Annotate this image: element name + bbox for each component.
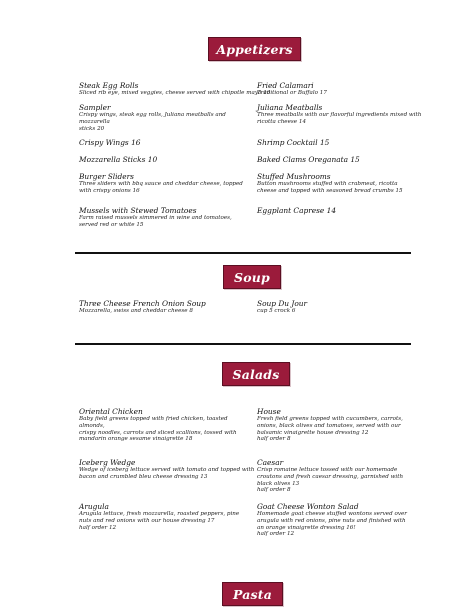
item-name: Sampler (79, 103, 111, 112)
item-desc: Button mushrooms stuffed with crabmeat, ricotta cheese and topped with seasoned bread crumbs 15 (257, 181, 403, 194)
item-desc: Baby field greens topped with fried chicken, toasted almonds, crispy noodles, carrots and sliced scallions, tossed with mandarin orange sesame vinaigrette 18 (79, 416, 237, 443)
appetizers-banner (208, 37, 301, 61)
menu-item (257, 104, 433, 126)
menu-item (257, 300, 433, 315)
menu-item (79, 82, 279, 97)
item-name: Goat Cheese Wonton Salad (257, 502, 359, 511)
item-desc: Wedge of iceberg lettuce served with tomato and topped with bacon and crumbled bleu cheese dressing 13 (79, 467, 255, 480)
item-desc: Three meatballs with our flavorful ingredients mixed with ricotta cheese 14 (257, 112, 422, 125)
item-desc: Arugula lettuce, fresh mozzarella, roasted peppers, pine nuts and red onions with our house dressing 17 half order 12 (79, 511, 240, 531)
item-name: Mussels with Stewed Tomatoes (79, 206, 197, 215)
item-desc: Traditional or Buffalo 17 (257, 90, 327, 97)
item-desc: Three sliders with bbq sauce and cheddar cheese, topped with crispy onions 16 (79, 181, 243, 194)
menu-item (257, 173, 433, 195)
item-name: Eggplant Caprese 14 (257, 206, 337, 215)
pasta-title: Pasta (232, 586, 273, 602)
menu-item (79, 156, 255, 164)
item-name: Shrimp Cocktail 15 (257, 138, 330, 147)
menu-item (79, 139, 255, 147)
item-desc: Homemade goat cheese stuffed wontons served over arugula with red onions, pine nuts and finished with an orange vinaigrette dressing 16! half order 12 (257, 511, 407, 538)
menu-item (79, 300, 255, 315)
item-desc: Farm raised mussels simmered in wine and tomatoes, served red or white 15 (79, 215, 232, 228)
soup-banner (223, 265, 281, 289)
pasta-banner (222, 582, 283, 606)
item-name: Steak Egg Rolls (79, 81, 139, 90)
appetizers-title: Appetizers (216, 41, 293, 57)
item-name: Caesar (257, 458, 284, 467)
menu-item (257, 207, 433, 215)
salads-banner (222, 362, 290, 386)
salads-title: Salads (232, 366, 280, 382)
menu-item (79, 207, 255, 229)
section-divider (75, 252, 411, 254)
item-name: House (257, 407, 281, 416)
soup-title: Soup (234, 269, 270, 285)
menu-item (79, 408, 255, 443)
item-desc: cup 5 crock 6 (257, 308, 296, 315)
item-desc: Sliced rib eye, mixed veggies, cheese served with chipotle mayo 16 (79, 90, 271, 97)
item-name: Three Cheese French Onion Soup (79, 299, 206, 308)
menu-item (79, 173, 255, 195)
menu-item (257, 503, 433, 538)
item-name: Iceberg Wedge (79, 458, 136, 467)
item-name: Stuffed Mushrooms (257, 172, 331, 181)
item-desc: Crisp romaine lettuce tossed with our homemade croutons and fresh caesar dressing, garnished with black olives 13 half order 8 (257, 467, 404, 494)
menu-item (257, 156, 433, 164)
item-name: Mozzarella Sticks 10 (79, 155, 158, 164)
menu-item (79, 503, 255, 531)
item-name: Burger Sliders (79, 172, 134, 181)
item-name: Crispy Wings 16 (79, 138, 141, 147)
menu-item (79, 104, 255, 132)
item-name: Arugula (79, 502, 109, 511)
item-desc: Fresh field greens topped with cucumbers, carrots, onions, black olives and tomatoes, served with our balsamic vinaigrette house dressing 12 half order 8 (257, 416, 403, 443)
item-name: Baked Clams Oreganata 15 (257, 155, 360, 164)
item-name: Fried Calamari (257, 81, 314, 90)
menu-item (257, 139, 433, 147)
item-name: Oriental Chicken (79, 407, 143, 416)
menu-item (257, 82, 433, 97)
item-desc: Crispy wings, steak egg rolls, Juliana meatballs and mozzarella sticks 20 (79, 112, 226, 132)
menu-item (79, 459, 255, 481)
item-desc: Mozzarella, swiss and cheddar cheese 8 (79, 308, 193, 315)
item-name: Juliana Meatballs (257, 103, 323, 112)
menu-item (257, 408, 433, 443)
menu-item (257, 459, 433, 494)
item-name: Soup Du Jour (257, 299, 308, 308)
section-divider (75, 343, 411, 345)
